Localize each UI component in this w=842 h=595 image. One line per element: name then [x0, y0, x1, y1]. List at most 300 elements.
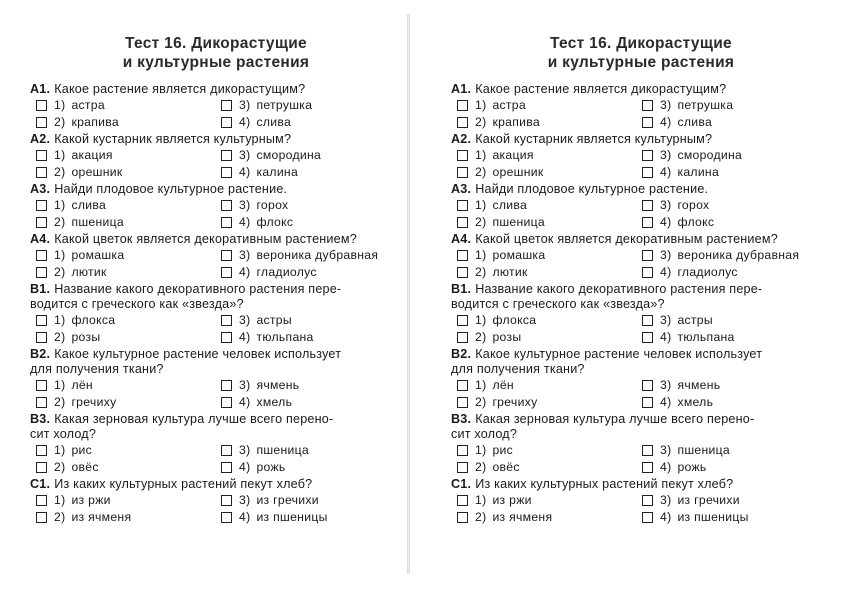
answer-checkbox[interactable]	[457, 380, 468, 391]
option-number: 2)	[475, 215, 487, 229]
option-label: хмель	[677, 395, 714, 409]
answer-option[interactable]	[221, 459, 402, 475]
answer-option[interactable]	[642, 394, 831, 410]
option-number: 1)	[475, 378, 487, 392]
question-number: А2.	[30, 132, 51, 146]
answer-option[interactable]	[36, 394, 221, 410]
answer-checkbox[interactable]	[642, 250, 653, 261]
option-label: акация	[71, 148, 113, 162]
question-block	[451, 282, 831, 345]
left-page	[30, 0, 402, 595]
option-label: пшеница	[677, 443, 730, 457]
answer-option[interactable]	[36, 312, 221, 328]
option-label: орешник	[492, 165, 544, 179]
option-number: 1)	[54, 313, 66, 327]
option-number: 1)	[475, 313, 487, 327]
answer-checkbox[interactable]	[221, 315, 232, 326]
question-line	[30, 412, 402, 427]
answer-option[interactable]	[457, 147, 642, 163]
question-text	[451, 132, 831, 147]
question-text	[30, 347, 402, 377]
option-number: 2)	[54, 215, 66, 229]
answer-checkbox[interactable]	[457, 397, 468, 408]
answer-options	[36, 97, 402, 130]
answer-option[interactable]	[36, 147, 221, 163]
answer-option[interactable]	[642, 264, 831, 280]
answer-checkbox[interactable]	[36, 445, 47, 456]
option-label: вероника дубравная	[677, 248, 800, 262]
option-number: 3)	[660, 148, 672, 162]
test-title-line: и культурные растения	[122, 54, 310, 71]
question-line-text: для получения ткани?	[451, 362, 585, 376]
answer-checkbox[interactable]	[221, 445, 232, 456]
answer-option[interactable]	[457, 264, 642, 280]
answer-options	[36, 312, 402, 345]
answer-checkbox[interactable]	[457, 250, 468, 261]
option-label: из пшеницы	[677, 510, 749, 524]
question-text	[451, 412, 831, 442]
test-title-line: Тест 16. Дикорастущие	[125, 35, 307, 52]
answer-checkbox[interactable]	[221, 332, 232, 343]
option-number: 2)	[54, 165, 66, 179]
option-number: 2)	[54, 265, 66, 279]
answer-option[interactable]	[457, 197, 642, 213]
option-label: ячмень	[256, 378, 300, 392]
option-number: 3)	[239, 198, 251, 212]
option-number: 3)	[239, 148, 251, 162]
option-number: 3)	[660, 378, 672, 392]
answer-checkbox[interactable]	[457, 100, 468, 111]
question-number: В1.	[451, 282, 472, 296]
answer-options	[36, 197, 402, 230]
answer-option[interactable]	[221, 147, 402, 163]
option-label: из гречихи	[256, 493, 319, 507]
option-label: розы	[492, 330, 522, 344]
answer-checkbox[interactable]	[457, 512, 468, 523]
answer-option[interactable]	[642, 509, 831, 525]
question-line-text: водится с греческого как «звезда»?	[30, 297, 244, 311]
answer-option[interactable]	[221, 509, 402, 525]
answer-options	[36, 147, 402, 180]
option-label: смородина	[256, 148, 322, 162]
answer-option[interactable]	[221, 442, 402, 458]
option-number: 4)	[660, 330, 672, 344]
answer-option[interactable]	[457, 247, 642, 263]
question-block	[451, 347, 831, 410]
answer-option[interactable]	[36, 264, 221, 280]
answer-option[interactable]	[221, 312, 402, 328]
question-line	[451, 282, 831, 297]
question-text	[451, 282, 831, 312]
answer-option[interactable]	[457, 492, 642, 508]
option-label: акация	[492, 148, 534, 162]
question-line	[30, 232, 402, 247]
question-number: А1.	[451, 82, 472, 96]
answer-option[interactable]	[642, 197, 831, 213]
answer-checkbox[interactable]	[642, 167, 653, 178]
answer-options	[457, 377, 831, 410]
question-block	[451, 132, 831, 180]
option-label: лютик	[71, 265, 107, 279]
option-label: гладиолус	[677, 265, 738, 279]
answer-option[interactable]	[36, 492, 221, 508]
option-number: 4)	[660, 460, 672, 474]
option-label: из ячменя	[492, 510, 553, 524]
question-line-text: Название какого декоративного растения пере-	[54, 282, 342, 296]
option-number: 4)	[239, 115, 251, 129]
option-number: 4)	[239, 330, 251, 344]
question-number: А1.	[30, 82, 51, 96]
answer-option[interactable]	[36, 214, 221, 230]
answer-checkbox[interactable]	[221, 380, 232, 391]
question-text	[30, 132, 402, 147]
option-label: калина	[256, 165, 299, 179]
question-text	[451, 82, 831, 97]
option-number: 1)	[54, 493, 66, 507]
question-number: А3.	[451, 182, 472, 196]
question-line-text: для получения ткани?	[30, 362, 164, 376]
question-line	[30, 347, 402, 362]
option-label: из гречихи	[677, 493, 740, 507]
answer-option[interactable]	[221, 329, 402, 345]
option-label: пшеница	[492, 215, 545, 229]
answer-option[interactable]	[36, 97, 221, 113]
option-label: слива	[677, 115, 713, 129]
answer-checkbox[interactable]	[221, 167, 232, 178]
answer-checkbox[interactable]	[221, 397, 232, 408]
question-text	[30, 282, 402, 312]
answer-option[interactable]	[642, 214, 831, 230]
answer-option[interactable]	[221, 197, 402, 213]
answer-checkbox[interactable]	[642, 100, 653, 111]
answer-option[interactable]	[36, 197, 221, 213]
answer-checkbox[interactable]	[36, 512, 47, 523]
answer-checkbox[interactable]	[36, 217, 47, 228]
question-line-text: сит холод?	[451, 427, 518, 441]
option-number: 3)	[239, 98, 251, 112]
answer-option[interactable]	[457, 97, 642, 113]
answer-option[interactable]	[221, 492, 402, 508]
option-label: петрушка	[256, 98, 313, 112]
question-line	[451, 82, 831, 97]
answer-checkbox[interactable]	[457, 462, 468, 473]
answer-checkbox[interactable]	[457, 167, 468, 178]
question-line-text: водится с греческого как «звезда»?	[451, 297, 665, 311]
answer-checkbox[interactable]	[221, 267, 232, 278]
answer-option[interactable]	[36, 114, 221, 130]
answer-options	[457, 492, 831, 525]
answer-checkbox[interactable]	[457, 332, 468, 343]
answer-checkbox[interactable]	[642, 150, 653, 161]
answer-checkbox[interactable]	[642, 397, 653, 408]
option-label: калина	[677, 165, 720, 179]
answer-checkbox[interactable]	[457, 217, 468, 228]
question-line-text: Какое растение является дикорастущим?	[475, 82, 727, 96]
answer-checkbox[interactable]	[642, 445, 653, 456]
option-label: слива	[492, 198, 528, 212]
answer-option[interactable]	[457, 329, 642, 345]
answer-option[interactable]	[642, 147, 831, 163]
answer-option[interactable]	[457, 442, 642, 458]
question-list	[451, 82, 831, 525]
answer-checkbox[interactable]	[36, 462, 47, 473]
question-number: А4.	[451, 232, 472, 246]
option-label: из ячменя	[71, 510, 132, 524]
option-number: 4)	[239, 165, 251, 179]
option-number: 2)	[54, 395, 66, 409]
option-number: 2)	[54, 115, 66, 129]
question-line	[451, 347, 831, 362]
answer-checkbox[interactable]	[221, 150, 232, 161]
question-line	[30, 427, 402, 442]
question-line-text: Из каких культурных растений пекут хлеб?	[54, 477, 313, 491]
question-line-text: Какой кустарник является культурным?	[475, 132, 713, 146]
option-number: 2)	[475, 115, 487, 129]
option-number: 2)	[54, 510, 66, 524]
answer-option[interactable]	[221, 97, 402, 113]
answer-option[interactable]	[457, 377, 642, 393]
answer-option[interactable]	[642, 377, 831, 393]
option-number: 4)	[660, 115, 672, 129]
answer-checkbox[interactable]	[642, 315, 653, 326]
question-block	[30, 132, 402, 180]
option-label: лютик	[492, 265, 528, 279]
right-page	[451, 0, 831, 595]
answer-checkbox[interactable]	[642, 512, 653, 523]
answer-option[interactable]	[221, 247, 402, 263]
question-number: А2.	[451, 132, 472, 146]
option-label: ромашка	[492, 248, 546, 262]
answer-checkbox[interactable]	[221, 217, 232, 228]
option-number: 2)	[54, 460, 66, 474]
answer-options	[457, 312, 831, 345]
answer-option[interactable]	[457, 114, 642, 130]
answer-checkbox[interactable]	[642, 380, 653, 391]
question-line	[30, 362, 402, 377]
option-number: 1)	[54, 98, 66, 112]
answer-checkbox[interactable]	[36, 332, 47, 343]
option-number: 3)	[660, 493, 672, 507]
answer-checkbox[interactable]	[642, 462, 653, 473]
answer-checkbox[interactable]	[457, 445, 468, 456]
answer-checkbox[interactable]	[642, 200, 653, 211]
answer-option[interactable]	[642, 492, 831, 508]
answer-checkbox[interactable]	[221, 100, 232, 111]
answer-checkbox[interactable]	[36, 380, 47, 391]
answer-checkbox[interactable]	[457, 117, 468, 128]
answer-option[interactable]	[36, 509, 221, 525]
answer-options	[457, 147, 831, 180]
option-number: 3)	[239, 378, 251, 392]
answer-checkbox[interactable]	[457, 267, 468, 278]
test-title	[451, 34, 831, 72]
option-label: крапива	[492, 115, 540, 129]
option-number: 3)	[239, 313, 251, 327]
answer-checkbox[interactable]	[457, 200, 468, 211]
option-label: рожь	[256, 460, 286, 474]
option-label: овёс	[492, 460, 520, 474]
answer-checkbox[interactable]	[36, 150, 47, 161]
question-text	[30, 412, 402, 442]
answer-option[interactable]	[457, 164, 642, 180]
answer-checkbox[interactable]	[457, 495, 468, 506]
answer-checkbox[interactable]	[642, 217, 653, 228]
question-line-text: Какая зерновая культура лучше всего перено-	[475, 412, 755, 426]
option-label: тюльпана	[256, 330, 314, 344]
answer-checkbox[interactable]	[457, 315, 468, 326]
answer-checkbox[interactable]	[36, 495, 47, 506]
question-block	[451, 82, 831, 130]
option-label: ромашка	[71, 248, 125, 262]
question-block	[30, 182, 402, 230]
question-block	[30, 347, 402, 410]
answer-option[interactable]	[642, 97, 831, 113]
answer-option[interactable]	[36, 459, 221, 475]
question-number: В3.	[451, 412, 472, 426]
option-label: лён	[492, 378, 514, 392]
option-number: 4)	[239, 460, 251, 474]
question-line-text: Какое культурное растение человек использует	[475, 347, 763, 361]
option-number: 1)	[475, 98, 487, 112]
option-label: слива	[256, 115, 292, 129]
answer-option[interactable]	[642, 247, 831, 263]
answer-option[interactable]	[221, 394, 402, 410]
answer-checkbox[interactable]	[36, 267, 47, 278]
answer-checkbox[interactable]	[221, 200, 232, 211]
option-number: 1)	[54, 443, 66, 457]
question-number: В1.	[30, 282, 51, 296]
answer-option[interactable]	[36, 442, 221, 458]
question-block	[30, 82, 402, 130]
question-line	[451, 477, 831, 492]
answer-option[interactable]	[36, 164, 221, 180]
question-text	[451, 182, 831, 197]
answer-option[interactable]	[642, 312, 831, 328]
question-line	[451, 182, 831, 197]
option-label: флокса	[492, 313, 537, 327]
question-text	[30, 232, 402, 247]
question-line	[30, 182, 402, 197]
question-list	[30, 82, 402, 525]
question-number: С1.	[451, 477, 472, 491]
answer-checkbox[interactable]	[36, 200, 47, 211]
option-number: 4)	[239, 265, 251, 279]
answer-checkbox[interactable]	[36, 315, 47, 326]
answer-checkbox[interactable]	[221, 495, 232, 506]
answer-option[interactable]	[642, 114, 831, 130]
option-label: розы	[71, 330, 101, 344]
option-number: 1)	[475, 148, 487, 162]
answer-checkbox[interactable]	[36, 250, 47, 261]
option-label: рис	[492, 443, 514, 457]
option-number: 3)	[660, 443, 672, 457]
answer-option[interactable]	[457, 459, 642, 475]
question-text	[451, 232, 831, 247]
option-label: лён	[71, 378, 93, 392]
question-line	[30, 82, 402, 97]
answer-checkbox[interactable]	[36, 117, 47, 128]
option-label: из ржи	[71, 493, 111, 507]
option-label: петрушка	[677, 98, 734, 112]
answer-option[interactable]	[36, 377, 221, 393]
answer-option[interactable]	[221, 214, 402, 230]
test-title-line: и культурные растения	[547, 54, 735, 71]
option-number: 4)	[660, 265, 672, 279]
answer-option[interactable]	[642, 459, 831, 475]
option-label: флокс	[677, 215, 715, 229]
answer-options	[457, 197, 831, 230]
option-number: 3)	[239, 493, 251, 507]
question-line-text: Какой цветок является декоративным растением?	[54, 232, 357, 246]
answer-checkbox[interactable]	[221, 512, 232, 523]
question-block	[30, 282, 402, 345]
question-line	[451, 132, 831, 147]
option-number: 3)	[660, 198, 672, 212]
answer-checkbox[interactable]	[36, 100, 47, 111]
answer-checkbox[interactable]	[642, 267, 653, 278]
answer-checkbox[interactable]	[221, 462, 232, 473]
answer-option[interactable]	[457, 312, 642, 328]
answer-checkbox[interactable]	[642, 332, 653, 343]
question-line-text: Какой кустарник является культурным?	[54, 132, 292, 146]
answer-option[interactable]	[221, 377, 402, 393]
answer-checkbox[interactable]	[36, 167, 47, 178]
option-number: 2)	[475, 265, 487, 279]
answer-option[interactable]	[457, 394, 642, 410]
answer-option[interactable]	[457, 509, 642, 525]
answer-option[interactable]	[642, 442, 831, 458]
option-label: рожь	[677, 460, 707, 474]
option-label: вероника дубравная	[256, 248, 379, 262]
question-line	[30, 132, 402, 147]
option-label: крапива	[71, 115, 119, 129]
option-number: 4)	[239, 510, 251, 524]
option-label: слива	[71, 198, 107, 212]
answer-option[interactable]	[457, 214, 642, 230]
answer-option[interactable]	[36, 329, 221, 345]
answer-option[interactable]	[642, 164, 831, 180]
answer-checkbox[interactable]	[36, 397, 47, 408]
answer-options	[457, 97, 831, 130]
option-label: флокс	[256, 215, 294, 229]
question-block	[451, 412, 831, 475]
answer-options	[36, 247, 402, 280]
answer-option[interactable]	[221, 114, 402, 130]
option-label: хмель	[256, 395, 293, 409]
question-text	[30, 82, 402, 97]
answer-option[interactable]	[36, 247, 221, 263]
answer-checkbox[interactable]	[642, 117, 653, 128]
answer-option[interactable]	[221, 264, 402, 280]
option-number: 4)	[660, 395, 672, 409]
question-line-text: Название какого декоративного растения пере-	[475, 282, 763, 296]
answer-options	[36, 492, 402, 525]
question-line	[451, 232, 831, 247]
answer-checkbox[interactable]	[221, 250, 232, 261]
answer-option[interactable]	[642, 329, 831, 345]
option-number: 2)	[475, 510, 487, 524]
answer-checkbox[interactable]	[642, 495, 653, 506]
answer-option[interactable]	[221, 164, 402, 180]
answer-checkbox[interactable]	[457, 150, 468, 161]
option-label: гречиху	[71, 395, 117, 409]
option-label: астра	[71, 98, 105, 112]
option-number: 1)	[475, 198, 487, 212]
option-label: овёс	[71, 460, 99, 474]
option-label: астры	[256, 313, 292, 327]
answer-checkbox[interactable]	[221, 117, 232, 128]
question-text	[30, 182, 402, 197]
